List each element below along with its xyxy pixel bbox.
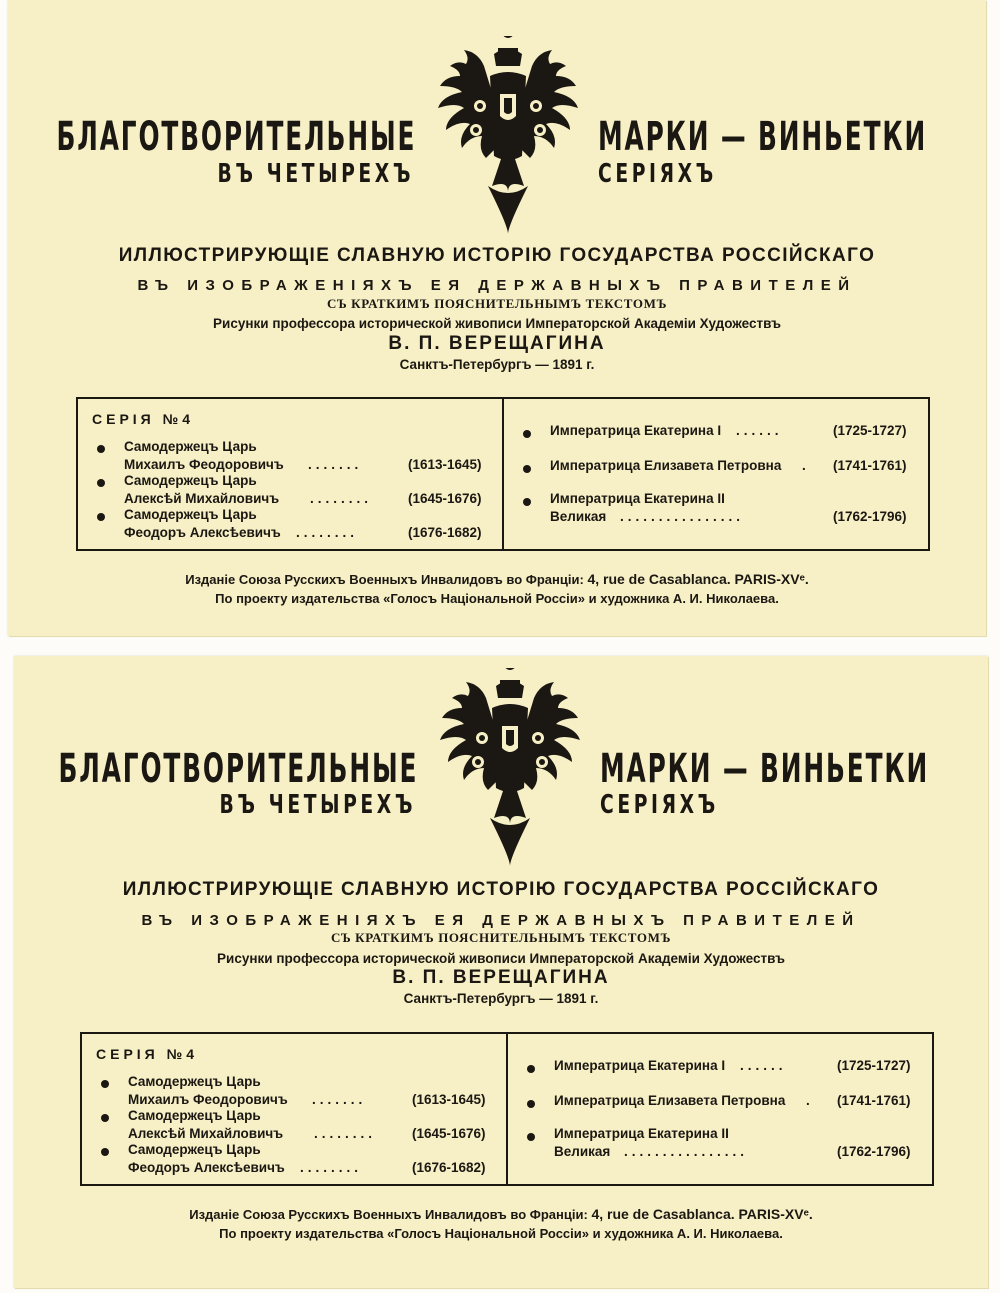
stamp-sheet-card: [8, 0, 986, 636]
drawings-line: Рисунки профессора исторической живописи Императорской Академіи Художествъ: [213, 316, 781, 331]
artist-name: В. П. ВЕРЕЩАГИНА: [392, 967, 610, 988]
heading-left-main: БЛАГОТВОРИТЕЛЬНЫЕ: [58, 746, 418, 792]
leader-dots: ........: [300, 1160, 363, 1175]
series-box: [76, 397, 930, 551]
bullet: [101, 1148, 109, 1156]
ruler-name: Феодоръ Алексѣевичъ: [124, 525, 281, 540]
ruler-years: (1725-1727): [837, 1058, 911, 1073]
publisher-line: [8, 571, 986, 587]
publisher-text: Изданіе Союза Русскихъ Военныхъ Инвалидовъ во Франціи:: [185, 572, 584, 587]
bullet: [523, 430, 531, 438]
artist-name: В. П. ВЕРЕЩАГИНА: [388, 333, 606, 354]
project-credit: По проекту издательства «Голосъ Національной Россіи» и художника А. И. Николаева.: [219, 1226, 783, 1241]
bullet: [523, 498, 531, 506]
ruler-title: Императрица Елизавета Петровна: [550, 458, 782, 473]
ruler-title: Самодержецъ Царь: [128, 1074, 261, 1089]
leader-dots: ......: [740, 1058, 787, 1073]
bullet: [101, 1114, 109, 1122]
bullet: [527, 1065, 535, 1073]
bullet: [523, 465, 531, 473]
leader-dots: ................: [624, 1144, 749, 1159]
bullet: [527, 1133, 535, 1141]
heading-left-sub: ВЪ ЧЕТЫРЕХЪ: [217, 159, 414, 189]
heading-right-sub: СЕРІЯХЪ: [598, 159, 717, 189]
publisher-address: 4, rue de Casablanca. PARIS-XVᵉ.: [587, 571, 809, 587]
series-title: СЕРІЯ №4: [92, 411, 195, 427]
place-date: Санктъ-Петербургъ — 1891 г.: [399, 357, 595, 372]
publisher-line: [14, 1206, 988, 1222]
ruler-years: (1762-1796): [833, 509, 907, 524]
project-credit: По проекту издательства «Голосъ Національной Россіи» и художника А. И. Николаева.: [215, 591, 779, 606]
ruler-years: (1613-1645): [412, 1092, 486, 1107]
leader-dots: .: [806, 1093, 814, 1108]
ruler-name: Михаилъ Феодоровичъ: [128, 1092, 288, 1107]
ruler-name: Великая: [550, 509, 607, 524]
heading-left-sub: ВЪ ЧЕТЫРЕХЪ: [219, 790, 416, 820]
ruler-years: (1645-1676): [412, 1126, 486, 1141]
series-box: [80, 1032, 934, 1186]
bullet: [527, 1100, 535, 1108]
imperial-eagle-emblem: [418, 36, 598, 236]
ruler-name: Алексѣй Михайловичъ: [128, 1126, 284, 1141]
ruler-name: Великая: [554, 1144, 611, 1159]
ruler-title: Самодержецъ Царь: [124, 507, 257, 522]
ruler-title: Самодержецъ Царь: [124, 473, 257, 488]
publisher-text: Изданіе Союза Русскихъ Военныхъ Инвалидовъ во Франціи:: [189, 1207, 588, 1222]
rulers-line: ВЪ ИЗОБРАЖЕНІЯХЪ ЕЯ ДЕРЖАВНЫХЪ ПРАВИТЕЛЕЙ: [137, 277, 857, 294]
heading-left-main: БЛАГОТВОРИТЕЛЬНЫЕ: [56, 114, 416, 160]
bullet: [97, 513, 105, 521]
bullet: [101, 1080, 109, 1088]
rulers-line: ВЪ ИЗОБРАЖЕНІЯХЪ ЕЯ ДЕРЖАВНЫХЪ ПРАВИТЕЛЕЙ: [141, 912, 861, 929]
ruler-years: (1741-1761): [833, 458, 907, 473]
ruler-name: Алексѣй Михайловичъ: [124, 491, 280, 506]
series-title: СЕРІЯ №4: [96, 1046, 199, 1062]
series-divider: [506, 1034, 508, 1184]
ruler-years: (1613-1645): [408, 457, 482, 472]
leader-dots: .......: [312, 1092, 367, 1107]
subtitle-line: ИЛЛЮСТРИРУЮЩІЕ СЛАВНУЮ ИСТОРІЮ ГОСУДАРСТВА РОССІЙСКАГО: [118, 245, 876, 266]
ruler-title: Самодержецъ Царь: [124, 439, 257, 454]
ruler-title: Императрица Екатерина I: [554, 1058, 726, 1073]
leader-dots: ........: [296, 525, 359, 540]
ruler-title: Императрица Екатерина II: [554, 1126, 729, 1141]
ruler-title: Императрица Екатерина II: [550, 491, 725, 506]
leader-dots: ......: [736, 423, 783, 438]
series-divider: [502, 399, 504, 549]
ruler-years: (1645-1676): [408, 491, 482, 506]
leader-dots: ........: [314, 1126, 377, 1141]
bullet: [97, 479, 105, 487]
leader-dots: .: [802, 458, 810, 473]
ruler-years: (1676-1682): [408, 525, 482, 540]
heading-right-main: МАРКИ — ВИНЬЕТКИ: [598, 114, 928, 160]
leader-dots: .......: [308, 457, 363, 472]
ruler-title: Самодержецъ Царь: [128, 1142, 261, 1157]
publisher-address: 4, rue de Casablanca. PARIS-XVᵉ.: [591, 1206, 813, 1222]
leader-dots: ................: [620, 509, 745, 524]
leader-dots: ........: [310, 491, 373, 506]
ruler-title: Самодержецъ Царь: [128, 1108, 261, 1123]
ruler-name: Михаилъ Феодоровичъ: [124, 457, 284, 472]
text-note-line: СЪ КРАТКИМЪ ПОЯСНИТЕЛЬНЫМЪ ТЕКСТОМЪ: [330, 930, 672, 945]
ruler-name: Феодоръ Алексѣевичъ: [128, 1160, 285, 1175]
drawings-line: Рисунки профессора исторической живописи Императорской Академіи Художествъ: [217, 951, 785, 966]
stamp-sheet-card: [14, 656, 988, 1288]
subtitle-line: ИЛЛЮСТРИРУЮЩІЕ СЛАВНУЮ ИСТОРІЮ ГОСУДАРСТВА РОССІЙСКАГО: [122, 879, 880, 900]
bullet: [97, 445, 105, 453]
ruler-title: Императрица Елизавета Петровна: [554, 1093, 786, 1108]
imperial-eagle-emblem: [420, 668, 600, 868]
ruler-years: (1762-1796): [837, 1144, 911, 1159]
place-date: Санктъ-Петербургъ — 1891 г.: [403, 991, 599, 1006]
text-note-line: СЪ КРАТКИМЪ ПОЯСНИТЕЛЬНЫМЪ ТЕКСТОМЪ: [326, 296, 668, 311]
ruler-years: (1741-1761): [837, 1093, 911, 1108]
heading-right-sub: СЕРІЯХЪ: [600, 790, 719, 820]
heading-right-main: МАРКИ — ВИНЬЕТКИ: [600, 746, 930, 792]
ruler-years: (1676-1682): [412, 1160, 486, 1175]
ruler-years: (1725-1727): [833, 423, 907, 438]
ruler-title: Императрица Екатерина I: [550, 423, 722, 438]
